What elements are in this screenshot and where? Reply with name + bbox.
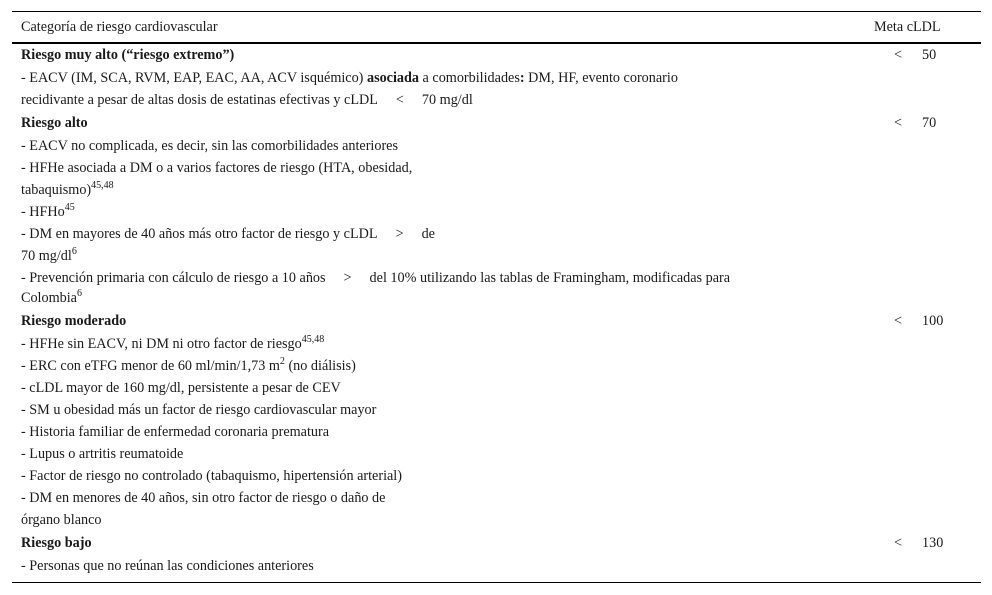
table-top-rule bbox=[12, 11, 981, 12]
section-title-alto: Riesgo alto bbox=[21, 115, 88, 131]
list-item: - cLDL mayor de 160 mg/dl, persistente a pesar de CEV bbox=[21, 380, 341, 396]
goal-bajo: < 130 bbox=[894, 535, 944, 551]
header-goal: Meta cLDL bbox=[874, 19, 941, 35]
goal-moderado: < 100 bbox=[894, 313, 944, 329]
list-item: - Factor de riesgo no controlado (tabaquismo, hipertensión arterial) bbox=[21, 468, 402, 484]
list-item: - EACV no complicada, es decir, sin las comorbilidades anteriores bbox=[21, 138, 399, 154]
header-rule bbox=[12, 42, 981, 44]
list-item: tabaquismo)$^{45,48}$ bbox=[21, 180, 114, 198]
section-title-moderado: Riesgo moderado bbox=[21, 313, 127, 329]
goal-alto: < 70 bbox=[894, 115, 937, 131]
section-title-muy-alto: Riesgo muy alto (“riesgo extremo”) bbox=[21, 47, 235, 63]
list-item: recidivante a pesar de altas dosis de estatinas efectivas y cLDL < 70 mg/dl bbox=[21, 92, 473, 108]
list-item: - Personas que no reúnan las condiciones anteriores bbox=[21, 558, 314, 574]
list-item: - ERC con eTFG menor de 60 ml/min/1,73 $m^2$ (no diálisis) bbox=[21, 356, 356, 374]
list-item: - Lupus o artritis reumatoide bbox=[21, 446, 184, 462]
list-item: - DM en menores de 40 años, sin otro factor de riesgo o daño de bbox=[21, 490, 386, 506]
list-item: Colombia$^6$ bbox=[21, 288, 82, 306]
section-title-bajo: Riesgo bajo bbox=[21, 535, 92, 551]
list-item: - HFHe sin EACV, ni DM ni otro factor de riesgo$^{45,48}$ bbox=[21, 334, 325, 352]
list-item: - HFHe asociada a DM o a varios factores de riesgo (HTA, obesidad, bbox=[21, 160, 413, 176]
list-item: - DM en mayores de 40 años más otro factor de riesgo y cLDL > de bbox=[21, 226, 435, 242]
list-item: 70 $mg/dl^6$ bbox=[21, 246, 77, 264]
list-item: - EACV (IM, SCA, RVM, EAP, EAC, AA, ACV isquémico) asociada a comorbilidades: DM, HF, evento coronario bbox=[21, 70, 678, 86]
list-item: - SM u obesidad más un factor de riesgo cardiovascular mayor bbox=[21, 402, 377, 418]
list-item: órgano blanco bbox=[21, 512, 102, 528]
list-item: - Historia familiar de enfermedad coronaria prematura bbox=[21, 424, 330, 440]
goal-muy-alto: < 50 bbox=[894, 47, 937, 63]
list-item: - HFHo$^{45}$ bbox=[21, 202, 75, 220]
table-bottom-rule bbox=[12, 582, 981, 583]
header-category: Categoría de riesgo cardiovascular bbox=[21, 19, 218, 35]
list-item: - Prevención primaria con cálculo de riesgo a 10 años > del 10% utilizando las tablas de Framingham, modificadas para bbox=[21, 270, 731, 286]
